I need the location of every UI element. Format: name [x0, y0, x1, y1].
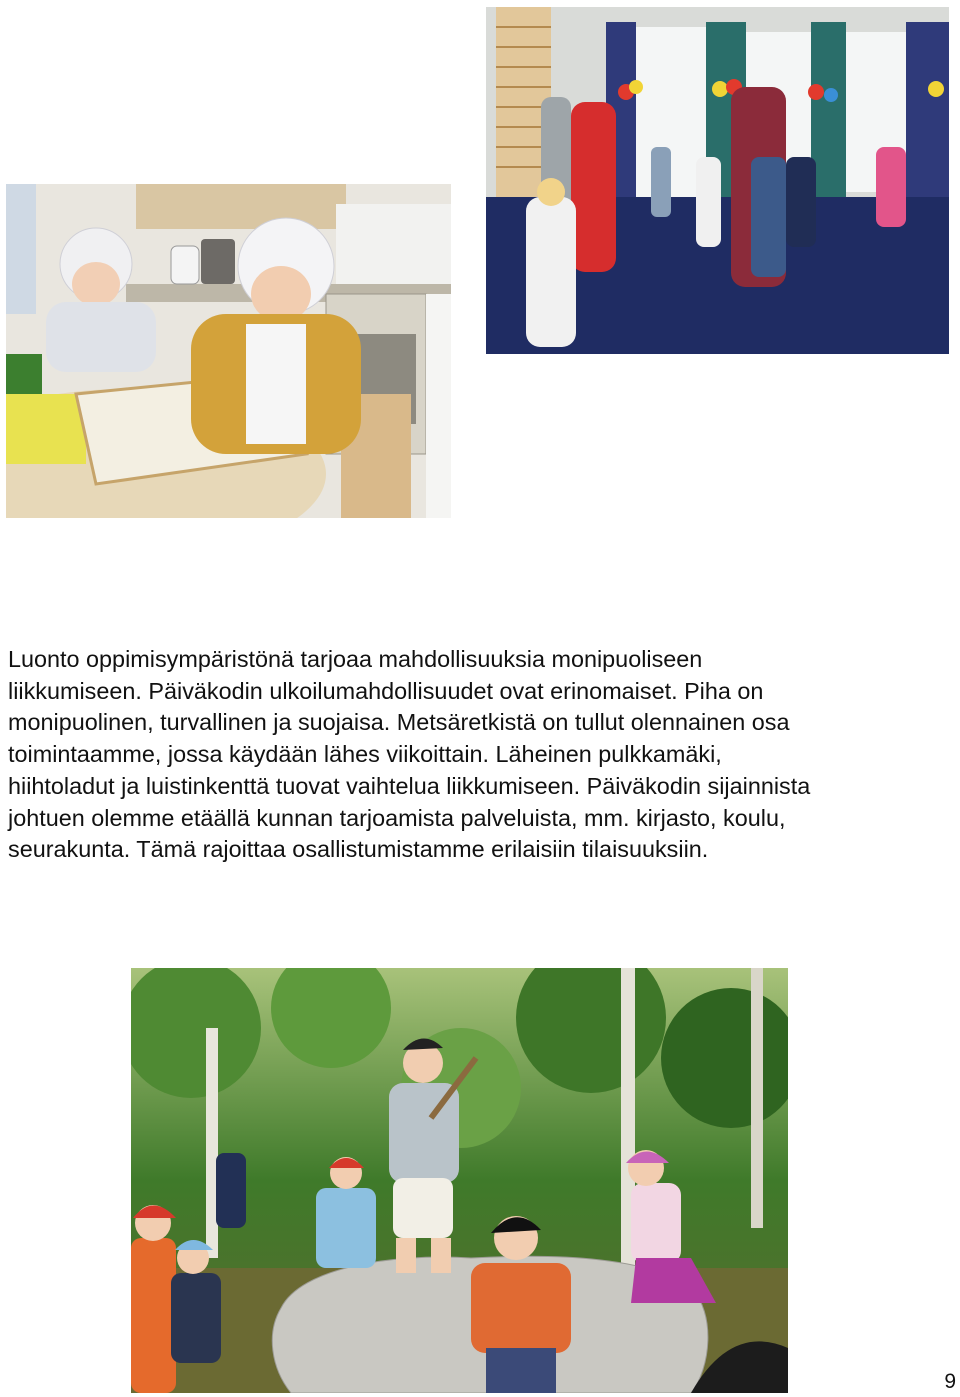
body-text-line: toimintaamme, jossa käydään lähes viikoittain. Läheinen pulkkamäki,	[8, 741, 722, 768]
body-text-line: Luonto oppimisympäristönä tarjoaa mahdollisuuksia monipuoliseen	[8, 646, 703, 672]
body-text-line: johtuen olemme etäällä kunnan tarjoamista palveluista, mm. kirjasto, koulu,	[8, 804, 786, 831]
body-text-line: liikkumiseen. Päiväkodin ulkoilumahdollisuudet ovat erinomaiset. Piha on	[8, 677, 764, 704]
photo-children-forest-rock-image	[131, 968, 788, 1393]
photo-children-forest-rock	[131, 968, 788, 1393]
photo-children-baking	[6, 184, 451, 518]
photo-children-playing-hall-image	[486, 7, 949, 354]
page-number: 9	[944, 1370, 956, 1393]
body-text	[8, 644, 958, 866]
body-text-line: seurakunta. Tämä rajoittaa osallistumistamme erilaisiin tilaisuuksiin.	[8, 836, 709, 863]
photo-children-baking-image	[6, 184, 451, 518]
photo-children-playing-hall	[486, 7, 949, 354]
body-text-line: monipuolinen, turvallinen ja suojaisa. Metsäretkistä on tullut olennainen osa	[8, 709, 790, 736]
body-text-line: hiihtoladut ja luistinkenttä tuovat vaihtelua liikkumiseen. Päiväkodin sijainnista	[8, 772, 811, 799]
